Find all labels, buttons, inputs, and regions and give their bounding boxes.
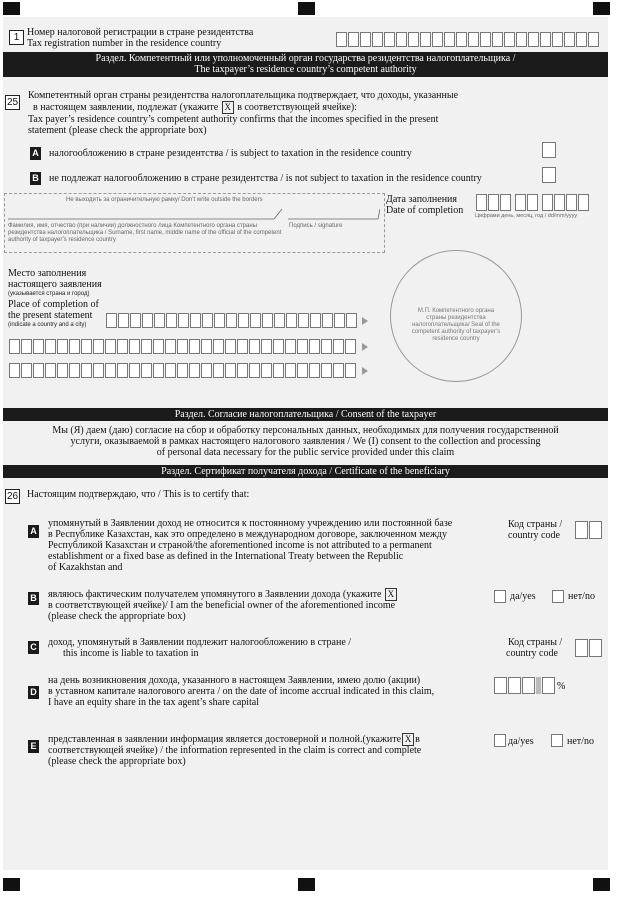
completion-date-format: Цифрами день, месяц, год / dd/mm/yyyy: [475, 213, 578, 219]
x-mark-box: X: [222, 101, 234, 114]
item-b-line1-text: являюсь фактическим получателем упомянутого в Заявлении дохода (укажите: [48, 588, 382, 600]
item-e-line2: соответствующей ячейке) / the information represented in the claim is correct and complete: [48, 745, 422, 756]
beneficial-owner-no-label: нет/no: [568, 591, 595, 602]
registration-mark: [593, 2, 610, 15]
option-b-letter: B: [30, 172, 41, 185]
country-code-c-label-en: country code: [506, 648, 558, 659]
arrow-right-icon: [362, 367, 368, 375]
item-e-letter: E: [28, 740, 39, 753]
item-c-line2: this income is liable to taxation in: [63, 648, 199, 659]
item-b-letter: B: [28, 592, 39, 605]
section25-en-line1: Tax payer’s residence country’s competent authority confirms that the incomes specified in the present: [28, 114, 439, 125]
item-b-line3: (please check the appropriate box): [48, 611, 186, 622]
item-a-letter: A: [28, 525, 39, 538]
item-b-line2: в соответствующей ячейке)/ I am the beneficial owner of the aforementioned income: [48, 600, 396, 611]
place-label-ru2: настоящего заявления: [8, 279, 102, 290]
place-hint-en: (indicate a country and a city): [8, 322, 87, 328]
option-a-text: налогообложению в стране резидентства / is subject to taxation in the residence country: [49, 148, 412, 159]
item-a-line1: упомянутый в Заявлении доход не относится к постоянному учреждению или постоянной базе: [48, 518, 453, 529]
equity-share-input[interactable]: [494, 677, 556, 694]
consent-line2: услуги, оказываемой в рамках настоящего налогового заявления / We (I) consent to the collection and processing: [70, 436, 541, 447]
signature-hint: Не выходить за ограничительную рамку/ Don’t write outside the borders: [66, 197, 263, 203]
place-label-en2: the present statement: [8, 310, 93, 321]
item-c-letter: C: [28, 641, 39, 654]
section-bar-consent: Раздел. Согласие налогоплательщика / Consent of the taxpayer: [3, 408, 608, 421]
place-input-row3[interactable]: [9, 363, 357, 378]
x-mark-box: X: [385, 588, 397, 601]
authority-bar-line2: The taxpayer’s residence country’s competent authority: [194, 64, 417, 75]
registration-mark: [593, 878, 610, 891]
item-a-line5: of Kazakhstan and: [48, 562, 123, 573]
item-a-line3: Республикой Казахстан и страной/the aforementioned income is not attributed to a permanent: [48, 540, 432, 551]
item-d-letter: D: [28, 686, 39, 699]
consent-line1: Мы (Я) даем (даю) согласие на сбор и обработку персональных данных, необходимых для получения государственной: [52, 425, 559, 436]
section-number-25: 25: [6, 97, 19, 108]
section25-ru-line2-b: в соответствующей ячейке):: [237, 101, 357, 113]
country-code-label-en: country code: [508, 530, 560, 541]
item-d-line1: на день возникновения дохода, указанного в настоящем Заявлении, имею долю (акции): [48, 675, 421, 686]
place-label-en1: Place of completion of: [8, 299, 99, 310]
signature-lines: [8, 207, 380, 221]
completion-date-label-en: Date of completion: [386, 205, 464, 216]
item-a-line2: в Республике Казахстан, как это определено в международном договоре, заключенном между: [48, 529, 448, 540]
section25-en-line2: statement (please check the appropriate box): [28, 125, 207, 136]
beneficial-owner-yes-checkbox[interactable]: [494, 590, 506, 603]
registration-mark: [3, 2, 20, 15]
item-d-line3: I have an equity share in the tax agent’s share capital: [48, 697, 260, 708]
percent-sign: %: [557, 681, 566, 692]
arrow-right-icon: [362, 317, 368, 325]
country-code-label-ru: Код страны /: [508, 519, 563, 530]
item-d-line2: в уставном капитале налогового агента / on the date of income accrual indicated in this claim,: [48, 686, 435, 697]
item-e-line1-text: представленная в заявлении информация является достоверной и полной.(укажите: [48, 733, 402, 745]
option-a-checkbox[interactable]: [542, 142, 556, 158]
tax-registration-label-ru: Номер налоговой регистрации в стране резидентства: [27, 27, 254, 38]
section25-ru-line2-a: в настоящем заявлении, подлежат (укажите: [33, 101, 219, 113]
info-correct-yes-label: да/yes: [508, 736, 534, 747]
completion-date-label-ru: Дата заполнения: [386, 194, 457, 205]
beneficial-owner-no-checkbox[interactable]: [552, 590, 564, 603]
option-b-checkbox[interactable]: [542, 167, 556, 183]
place-input-row2[interactable]: [9, 339, 357, 354]
info-correct-yes-checkbox[interactable]: [494, 734, 506, 747]
section25-ru-line2: [33, 101, 357, 114]
registration-mark: [3, 878, 20, 891]
completion-date-input[interactable]: [476, 194, 590, 211]
x-mark-box: X: [402, 733, 414, 746]
section-number-26: 26: [6, 491, 19, 502]
section25-ru-line1: Компетентный орган страны резидентства налогоплательщика подтверждает, что доходы, указанные: [28, 90, 459, 101]
section-bar-certificate: Раздел. Сертификат получателя дохода / Certificate of the beneficiary: [3, 465, 608, 478]
info-correct-no-checkbox[interactable]: [551, 734, 563, 747]
tax-registration-label-en: Tax registration number in the residence country: [27, 38, 222, 49]
section-bar-authority: [3, 52, 608, 77]
signature-name-caption: Фамилия, имя, отчество (при наличии) должностного лица Компетентного органа страны резидентства налогоплательщика / Surname, first name, middle name of the official of the competent authority of taxpayer’s residence country: [8, 223, 282, 243]
tax-registration-number-input[interactable]: [336, 32, 600, 47]
authority-bar-line1: Раздел. Компетентный или уполномоченный орган государства резидентства налогоплательщика /: [95, 53, 516, 64]
arrow-right-icon: [362, 343, 368, 351]
item-c-line1: доход, упомянутый в Заявлении подлежит налогообложению в стране /: [48, 637, 352, 648]
registration-mark: [298, 2, 315, 15]
country-code-c-label-ru: Код страны /: [508, 637, 563, 648]
section-number-1: 1: [9, 30, 24, 45]
option-a-letter: A: [30, 147, 41, 160]
place-label-ru1: Место заполнения: [8, 268, 87, 279]
place-hint-ru: (указывается страна и город): [8, 291, 90, 297]
section26-intro: Настоящим подтверждаю, что / This is to certify that:: [27, 489, 250, 500]
item-e-line1-end: в: [415, 733, 420, 745]
country-code-input-a[interactable]: [575, 521, 603, 539]
place-input-row1[interactable]: [106, 313, 358, 328]
info-correct-no-label: нет/no: [567, 736, 594, 747]
item-e-line3: (please check the appropriate box): [48, 756, 186, 767]
signature-sign-caption: Подпись / signature: [289, 223, 343, 229]
registration-mark: [298, 878, 315, 891]
seal-caption: М.П. Компетентного органа страны резидентства налогоплательщика/ Seal of the competent authority of taxpayer’s residence country: [411, 308, 501, 342]
option-b-text: не подлежат налогообложению в стране резидентства / is not subject to taxation in the residence country: [49, 173, 482, 184]
consent-line3: of personal data necessary for the public service provided under this claim: [156, 447, 455, 458]
beneficial-owner-yes-label: да/yes: [510, 591, 536, 602]
country-code-input-c[interactable]: [575, 639, 603, 657]
item-a-line4: establishment or a fixed base as defined in the International Treaty between the Republic: [48, 551, 404, 562]
